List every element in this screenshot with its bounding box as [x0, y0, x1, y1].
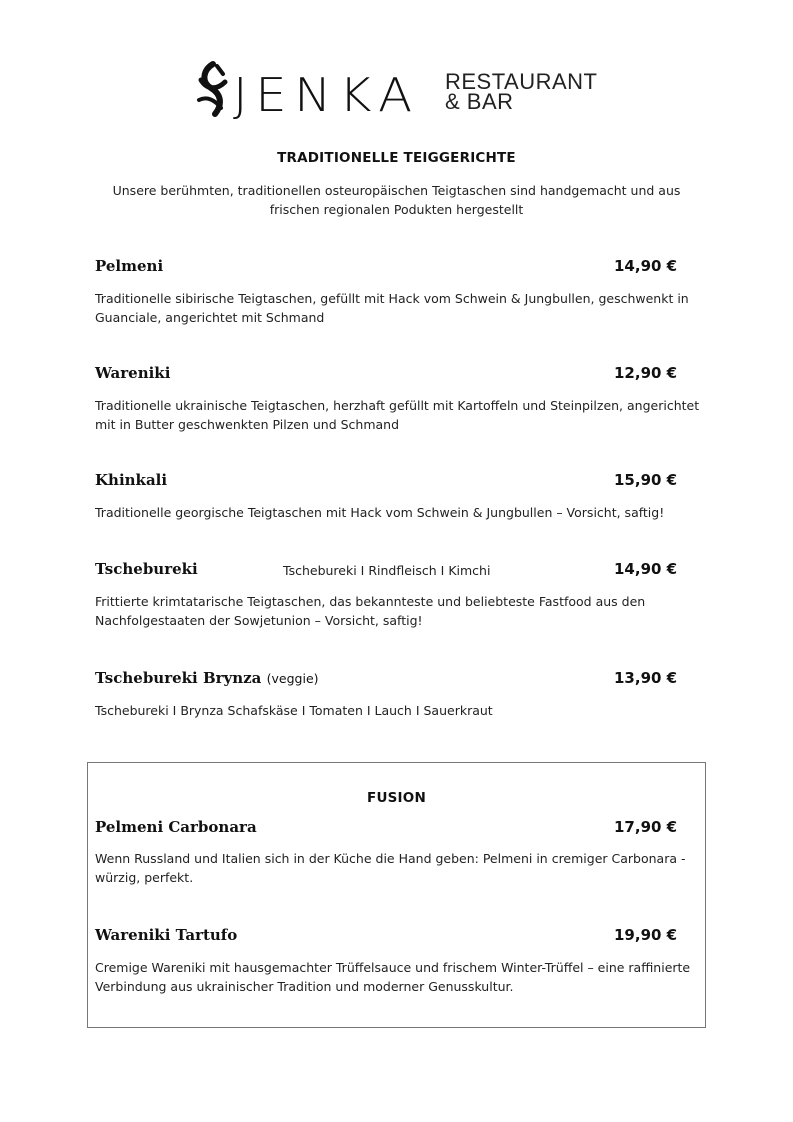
section-title-fusion: FUSION	[367, 790, 426, 806]
menu-item-description: Tschebureki I Brynza Schafskäse I Tomaten I Lauch I Sauerkraut	[95, 703, 493, 718]
menu-item-description: Traditionelle sibirische Teigtaschen, gefüllt mit Hack vom Schwein & Jungbullen, geschwenkt in Guanciale, angerichtet mit Schmand	[95, 291, 689, 325]
menu-item-description: Wenn Russland und Italien sich in der Küche die Hand geben: Pelmeni in cremiger Carbonara - würzig, perfekt.	[95, 851, 686, 885]
menu-item-price: 15,90 €	[614, 471, 678, 489]
restaurant-logo	[193, 60, 603, 124]
menu-item-name-row	[95, 669, 319, 687]
menu-item-name: Wareniki Tartufo	[95, 926, 238, 944]
menu-item-name: Tschebureki	[95, 560, 198, 578]
menu-item-price: 13,90 €	[614, 669, 678, 687]
menu-item-description: Cremige Wareniki mit hausgemachter Trüffelsauce und frischem Winter-Trüffel – eine raffinierte Verbindung aus ukrainischer Tradition und moderner Genusskultur.	[95, 960, 691, 994]
menu-item-description: Traditionelle ukrainische Teigtaschen, herzhaft gefüllt mit Kartoffeln und Steinpilzen, angerichtet mit in Butter geschwenkten Pilzen und Schmand	[95, 398, 700, 432]
section-intro: Unsere berühmten, traditionellen osteuropäischen Teigtaschen sind handgemacht und aus frischen regionalen Podukten hergestellt	[112, 183, 681, 217]
menu-item-name: Wareniki	[95, 364, 171, 382]
menu-item-price: 17,90 €	[614, 818, 678, 836]
veggie-tag: (veggie)	[266, 671, 319, 686]
menu-item-description: Traditionelle georgische Teigtaschen mit Hack vom Schwein & Jungbullen – Vorsicht, saftig!	[95, 505, 665, 520]
logo-subtitle-line1: RESTAURANT	[445, 69, 598, 94]
menu-item-price: 14,90 €	[614, 560, 678, 578]
menu-item-name: Tschebureki Brynza	[95, 669, 262, 687]
logo-subtitle	[445, 69, 598, 114]
logo-subtitle-line2: & BAR	[445, 89, 514, 114]
section-title-traditional: TRADITIONELLE TEIGGERICHTE	[277, 150, 516, 166]
menu-item-name: Khinkali	[95, 471, 168, 489]
menu-item-price: 19,90 €	[614, 926, 678, 944]
logo-wordmark: JENKA	[233, 68, 420, 122]
menu-item-name: Pelmeni Carbonara	[95, 818, 257, 836]
menu-item-price: 12,90 €	[614, 364, 678, 382]
menu-item-name: Pelmeni	[95, 257, 164, 275]
logo-emblem-icon	[193, 60, 233, 122]
menu-item-subtitle: Tschebureki I Rindfleisch I Kimchi	[283, 563, 491, 578]
menu-item-description: Frittierte krimtatarische Teigtaschen, das bekannteste und beliebteste Fastfood aus den Nachfolgestaaten der Sowjetunion – Vorsicht, saftig!	[95, 594, 646, 628]
menu-item-price: 14,90 €	[614, 257, 678, 275]
